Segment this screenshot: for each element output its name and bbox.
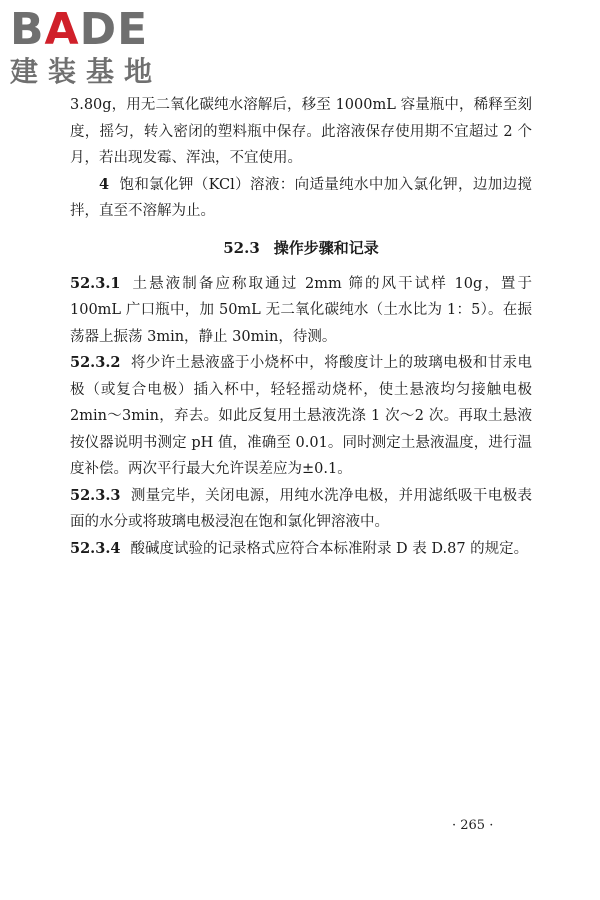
clause-52-3-4	[70, 536, 532, 563]
carry-over-paragraph: 3.80g，用无二氧化碳纯水溶解后，移至 1000mL 容量瓶中，稀释至刻度，摇匀，转入密闭的塑料瓶中保存。此溶液保存使用期不宜超过 2 个月，若出现发霉、浑浊，不宜使用。	[70, 97, 532, 166]
logo-letters-de: DE	[79, 4, 149, 55]
logo-chinese-text: 建装基地	[10, 55, 163, 88]
clause-number: 52.3.4	[70, 539, 121, 557]
clause-number: 52.3.3	[70, 486, 121, 504]
section-number: 52.3	[223, 238, 260, 257]
clause-text: 酸碱度试验的记录格式应符合本标准附录 D 表 D.87 的规定。	[130, 540, 529, 557]
clause-52-3-2	[70, 350, 532, 483]
item-4-paragraph	[70, 172, 532, 225]
page-number: · 265 ·	[452, 818, 494, 833]
clause-number: 52.3.2	[70, 354, 121, 371]
clause-text: 测量完毕，关闭电源，用纯水洗净电极，并用滤纸吸干电极表面的水分或将玻璃电极浸泡在饱和氯化钾溶液中。	[70, 487, 532, 530]
logo-latin-text	[10, 6, 148, 54]
item-4-number: 4	[99, 175, 110, 193]
page-body	[70, 92, 532, 562]
watermark-logo	[10, 6, 180, 90]
section-heading	[70, 235, 532, 261]
section-title-text: 操作步骤和记录	[273, 238, 379, 257]
logo-letter-b: B	[10, 4, 45, 55]
clause-52-3-1	[70, 271, 532, 351]
clause-text: 土悬液制备应称取通过 2mm 筛的风干试样 10g，置于 100mL 广口瓶中，加 50mL 无二氧化碳纯水（土水比为 1：5）。在振荡器上振荡 3min，静止 30min，待测。	[70, 275, 532, 345]
clause-number: 52.3.1	[70, 274, 121, 292]
clause-52-3-3	[70, 483, 532, 536]
item-4-text: 饱和氯化钾（KCl）溶液：向适量纯水中加入氯化钾，边加边搅拌，直至不溶解为止。	[70, 176, 532, 219]
clause-text: 将少许土悬液盛于小烧杯中，将酸度计上的玻璃电极和甘汞电极（或复合电极）插入杯中，轻轻摇动烧杯，使土悬液均匀接触电极 2min～3min，弃去。如此反复用土悬液洗涤 1 次～2 次。再取土悬液按仪器说明书测定 pH 值，准确至 0.01。同时测定土悬液温度，进行温度补偿。两次平行最大允许误差应为±0.1。	[70, 355, 532, 477]
logo-letter-a: A	[44, 4, 80, 55]
